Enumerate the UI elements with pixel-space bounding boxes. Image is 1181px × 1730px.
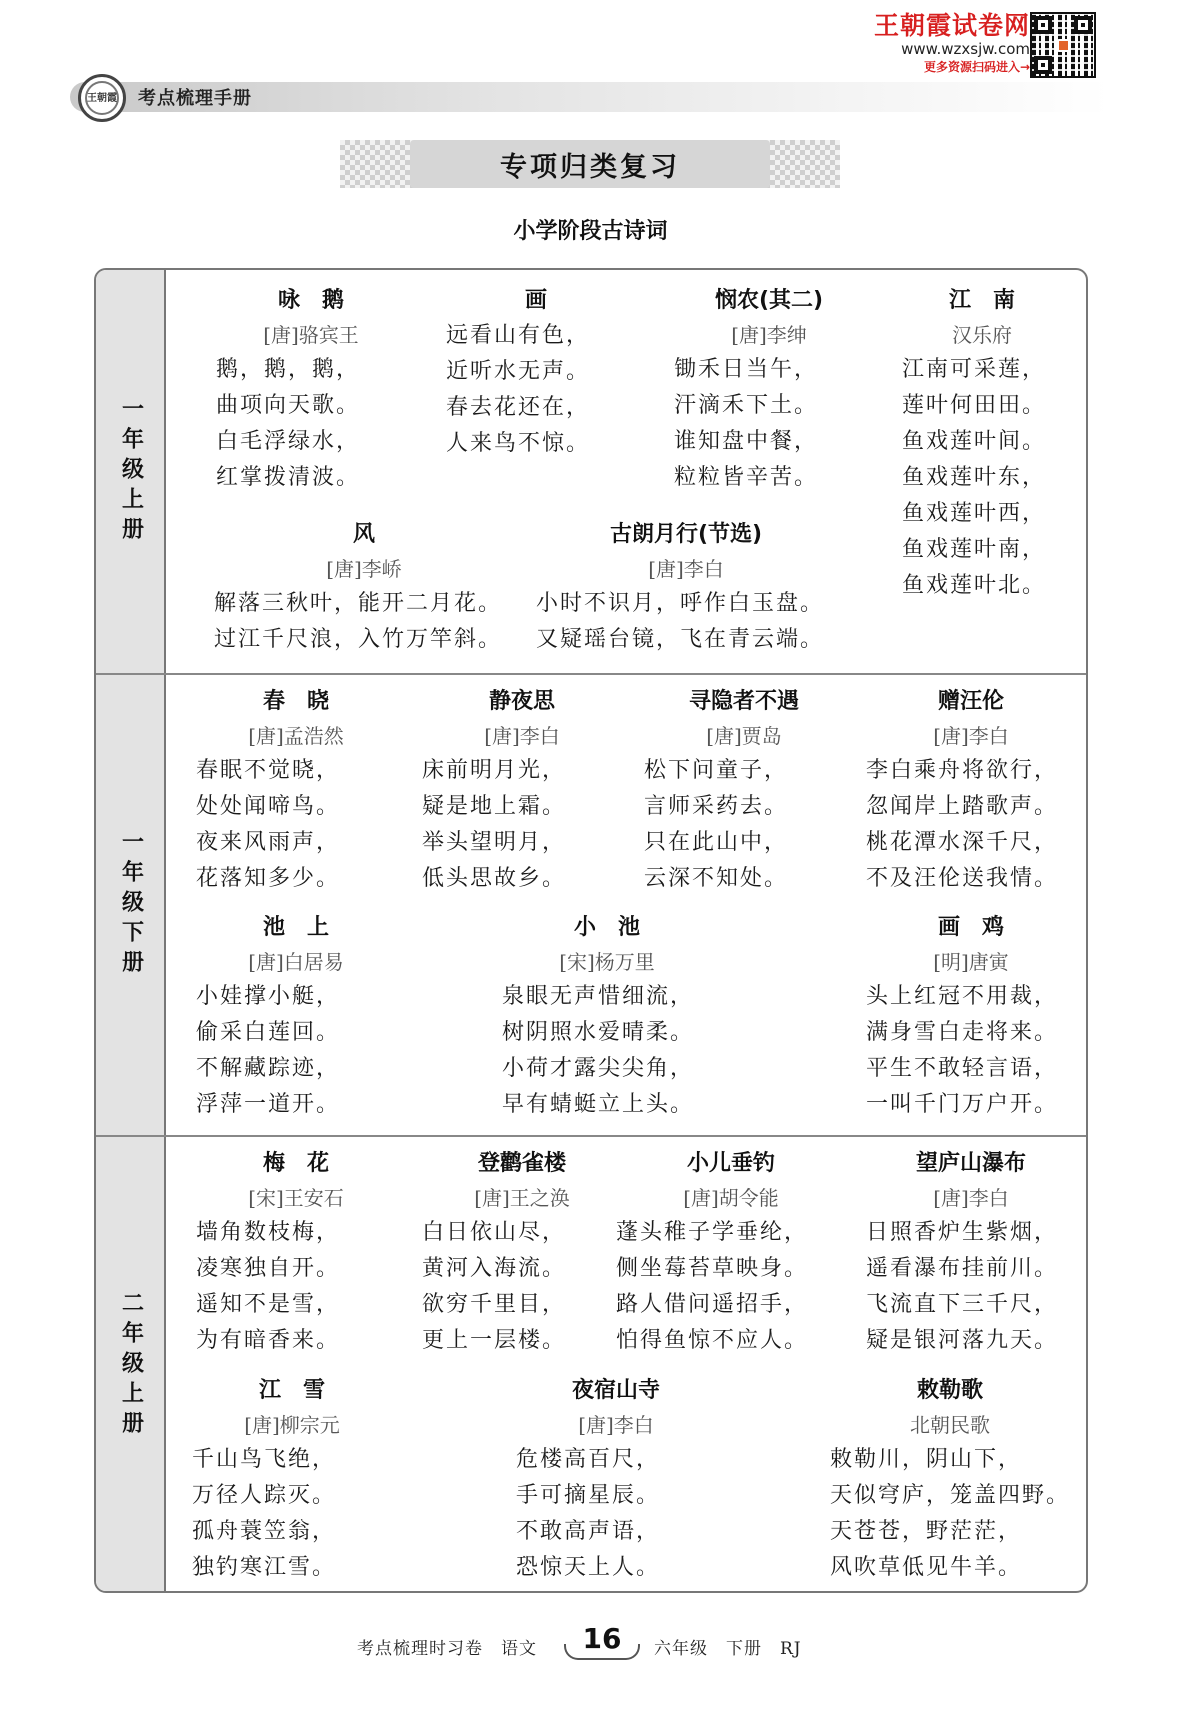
poem-line: 侧坐莓苔草映身。 <box>616 1256 809 1281</box>
poem-line: 小时不识月，呼作白玉盘。 <box>536 591 825 616</box>
poem-line: 云深不知处。 <box>644 866 789 891</box>
poem-line: 疑是地上霜。 <box>422 794 567 819</box>
poem-line: 桃花潭水深千尺， <box>866 830 1059 855</box>
poem-line: 谁知盘中餐， <box>674 429 819 454</box>
poem-line: 夜来风雨声， <box>196 830 341 855</box>
poem <box>902 284 1062 604</box>
poem-line: 为有暗香来。 <box>196 1328 341 1353</box>
poem-line: 鱼戏莲叶西， <box>902 501 1047 526</box>
poem-line: 春去花还在， <box>446 395 591 420</box>
poem-line: 小荷才露尖尖角， <box>502 1056 695 1081</box>
poem-author: [唐]白居易 <box>248 950 344 974</box>
poem-line: 偷采白莲回。 <box>196 1020 341 1045</box>
poem-line: 不解藏踪迹， <box>196 1056 341 1081</box>
poem-author: [唐]李白 <box>578 1413 654 1437</box>
poem-title: 池 上 <box>262 915 329 940</box>
poem <box>644 685 844 897</box>
poem-line: 浮萍一道开。 <box>196 1092 341 1117</box>
poem-title: 登鹳雀楼 <box>477 1151 566 1176</box>
poem-title: 寻隐者不遇 <box>688 689 799 714</box>
poem-line: 不敢高声语， <box>516 1519 661 1544</box>
poem-line: 孤舟蓑笠翁， <box>192 1519 337 1544</box>
poem <box>502 911 712 1123</box>
poem-line: 墙角数枝梅， <box>196 1220 341 1245</box>
poem <box>616 1147 846 1359</box>
poem-line: 解落三秋叶，能开二月花。 <box>214 591 503 616</box>
poem-line: 不及汪伦送我情。 <box>866 866 1059 891</box>
poem-line: 欲穷千里目， <box>422 1292 567 1317</box>
poem-line: 满身雪白走将来。 <box>866 1020 1059 1045</box>
poem-line: 人来鸟不惊。 <box>446 431 591 456</box>
grade-label: 二年级上册 <box>118 1291 144 1441</box>
qr-code-icon[interactable] <box>1030 12 1096 78</box>
brand-name: 王朝霞试卷网 <box>873 11 1030 40</box>
poem-title: 画 <box>524 288 547 313</box>
poem-author: [唐]李白 <box>484 724 560 748</box>
poem-author: [唐]胡令能 <box>683 1186 779 1210</box>
poem-line: 江南可采莲， <box>902 357 1047 382</box>
poem-line: 遥看瀑布挂前川。 <box>866 1256 1059 1281</box>
grade-label: 一年级上册 <box>118 396 144 547</box>
poem-author: 北朝民歌 <box>910 1413 990 1437</box>
poem-line: 泉眼无声惜细流， <box>502 984 695 1009</box>
poem-author: 汉乐府 <box>952 323 1012 347</box>
poem-line: 黄河入海流。 <box>422 1256 567 1281</box>
poem <box>422 1147 622 1359</box>
brand-url[interactable]: www.wzxsjw.com <box>901 40 1030 58</box>
poem-line: 举头望明月， <box>422 830 567 855</box>
page-number: 16 <box>564 1622 640 1662</box>
poem <box>674 284 864 496</box>
poem-line: 风吹草低见牛羊。 <box>830 1555 1023 1580</box>
poem-line: 凌寒独自开。 <box>196 1256 341 1281</box>
poem <box>446 284 626 462</box>
poem-line: 红掌拨清波。 <box>216 465 361 490</box>
poem-line: 近听水无声。 <box>446 359 591 384</box>
poem-line: 飞流直下三千尺， <box>866 1292 1059 1317</box>
qr-finder-icon <box>1034 56 1052 74</box>
poem-line: 春眠不觉晓， <box>196 758 341 783</box>
poem-author: [唐]贾岛 <box>706 724 782 748</box>
poem-line: 一叫千门万户开。 <box>866 1092 1059 1117</box>
poem-author: [唐]柳宗元 <box>244 1413 340 1437</box>
poem-title: 画 鸡 <box>937 915 1004 940</box>
poem-line: 白毛浮绿水， <box>216 429 361 454</box>
poem-line: 手可摘星辰。 <box>516 1483 661 1508</box>
poem <box>214 518 514 658</box>
poem-line: 莲叶何田田。 <box>902 393 1047 418</box>
poem-line: 鱼戏莲叶南， <box>902 537 1047 562</box>
poem-title: 赠汪伦 <box>937 689 1004 714</box>
poem <box>192 1374 392 1586</box>
poem-title: 古朗月行(节选) <box>609 522 763 547</box>
poem-title: 梅 花 <box>262 1151 329 1176</box>
section-subtitle: 小学阶段古诗词 <box>513 219 668 244</box>
poem <box>536 518 836 658</box>
grade-label: 一年级下册 <box>118 830 144 980</box>
poem-line: 白日依山尽， <box>422 1220 567 1245</box>
poem-line: 千山鸟飞绝， <box>192 1447 337 1472</box>
poem-author: [唐]孟浩然 <box>248 724 344 748</box>
poem-line: 怕得鱼惊不应人。 <box>616 1328 809 1353</box>
poem-line: 天苍苍，野茫茫， <box>830 1519 1023 1544</box>
poem-line: 鱼戏莲叶东， <box>902 465 1047 490</box>
poem-title: 敕勒歌 <box>916 1378 983 1403</box>
poem-author: [唐]王之涣 <box>474 1186 570 1210</box>
poem-line: 小娃撑小艇， <box>196 984 341 1009</box>
poem-line: 鹅，鹅，鹅， <box>216 357 361 382</box>
poem-title: 春 晓 <box>262 689 329 714</box>
poem-title: 江 南 <box>948 288 1015 313</box>
poem <box>196 911 396 1123</box>
poem-line: 低头思故乡。 <box>422 866 567 891</box>
poem-line: 远看山有色， <box>446 323 591 348</box>
poem-line: 鱼戏莲叶间。 <box>902 429 1047 454</box>
row-divider <box>96 1135 1086 1137</box>
poem-author: [宋]王安石 <box>248 1186 344 1210</box>
poem-title: 小儿垂钓 <box>686 1151 775 1176</box>
section-title: 专项归类复习 <box>410 140 770 188</box>
poem-line: 松下问童子， <box>644 758 789 783</box>
poem-title: 悯农(其二) <box>714 288 824 313</box>
poem-title: 夜宿山寺 <box>571 1378 660 1403</box>
poem-line: 敕勒川，阴山下， <box>830 1447 1023 1472</box>
poem <box>196 685 396 897</box>
poem-author: [唐]李白 <box>648 557 724 581</box>
poem-line: 日照香炉生紫烟， <box>866 1220 1059 1245</box>
poem <box>866 911 1076 1123</box>
poem-line: 花落知多少。 <box>196 866 341 891</box>
logo-text: 王朝霞 <box>85 81 119 115</box>
footer-right: 六年级 下册 RJ <box>654 1639 802 1659</box>
poem-line: 平生不敢轻言语， <box>866 1056 1059 1081</box>
poem-line: 锄禾日当午， <box>674 357 819 382</box>
poem <box>866 1147 1076 1359</box>
poem-line: 李白乘舟将欲行， <box>866 758 1059 783</box>
poem-line: 天似穹庐，笼盖四野。 <box>830 1483 1071 1508</box>
poem-line: 树阴照水爱晴柔。 <box>502 1020 695 1045</box>
qr-logo-icon <box>1057 39 1070 52</box>
poem-line: 早有蜻蜓立上头。 <box>502 1092 695 1117</box>
poem-title: 江 雪 <box>258 1378 325 1403</box>
poem-line: 汗滴禾下土。 <box>674 393 819 418</box>
poem-line: 独钓寒江雪。 <box>192 1555 337 1580</box>
poem-line: 头上红冠不用裁， <box>866 984 1059 1009</box>
poem-title: 望庐山瀑布 <box>915 1151 1026 1176</box>
poem-title: 风 <box>352 522 375 547</box>
poem-line: 粒粒皆辛苦。 <box>674 465 819 490</box>
poem-author: [宋]杨万里 <box>559 950 655 974</box>
poem-line: 处处闻啼鸟。 <box>196 794 341 819</box>
poem-line: 遥知不是雪， <box>196 1292 341 1317</box>
poem-line: 更上一层楼。 <box>422 1328 567 1353</box>
poem-line: 鱼戏莲叶北。 <box>902 573 1047 598</box>
publisher-logo <box>78 74 126 122</box>
poem <box>216 284 406 496</box>
poem-line: 过江千尺浪，入竹万竿斜。 <box>214 627 503 652</box>
poem-line: 言师采药去。 <box>644 794 789 819</box>
footer-left: 考点梳理时习卷 语文 <box>357 1639 537 1659</box>
poem-line: 万径人踪灭。 <box>192 1483 337 1508</box>
poem-line: 床前明月光， <box>422 758 567 783</box>
poem <box>422 685 622 897</box>
brand-more-link[interactable]: 更多资源扫码进入→ <box>923 60 1030 74</box>
poem-line: 曲项向天歌。 <box>216 393 361 418</box>
poem-author: [唐]李白 <box>933 1186 1009 1210</box>
poem-author: [明]唐寅 <box>933 950 1009 974</box>
qr-finder-icon <box>1074 16 1092 34</box>
poem <box>866 685 1076 897</box>
poem-author: [唐]李峤 <box>326 557 402 581</box>
row-divider <box>96 673 1086 675</box>
poem-title: 静夜思 <box>488 689 555 714</box>
poem-line: 疑是银河落九天。 <box>866 1328 1059 1353</box>
poem-line: 蓬头稚子学垂纶， <box>616 1220 809 1245</box>
poem-line: 只在此山中， <box>644 830 789 855</box>
qr-finder-icon <box>1034 16 1052 34</box>
poem-author: [唐]李绅 <box>731 323 807 347</box>
poem-line: 危楼高百尺， <box>516 1447 661 1472</box>
handbook-title: 考点梳理手册 <box>138 88 252 109</box>
poem <box>830 1374 1070 1586</box>
poem-line: 路人借问遥招手， <box>616 1292 809 1317</box>
poem <box>196 1147 396 1359</box>
poem-line: 又疑瑶台镜，飞在青云端。 <box>536 627 825 652</box>
poem-line: 恐惊天上人。 <box>516 1555 661 1580</box>
poem-title: 咏 鹅 <box>277 288 344 313</box>
poem-author: [唐]李白 <box>933 724 1009 748</box>
poem <box>516 1374 716 1586</box>
section-banner <box>340 140 840 188</box>
page-footer <box>0 1622 1181 1668</box>
brand-block <box>860 12 1030 76</box>
poem-table <box>94 268 1088 1593</box>
poem-author: [唐]骆宾王 <box>263 323 359 347</box>
poem-line: 忽闻岸上踏歌声。 <box>866 794 1059 819</box>
poem-title: 小 池 <box>573 915 640 940</box>
